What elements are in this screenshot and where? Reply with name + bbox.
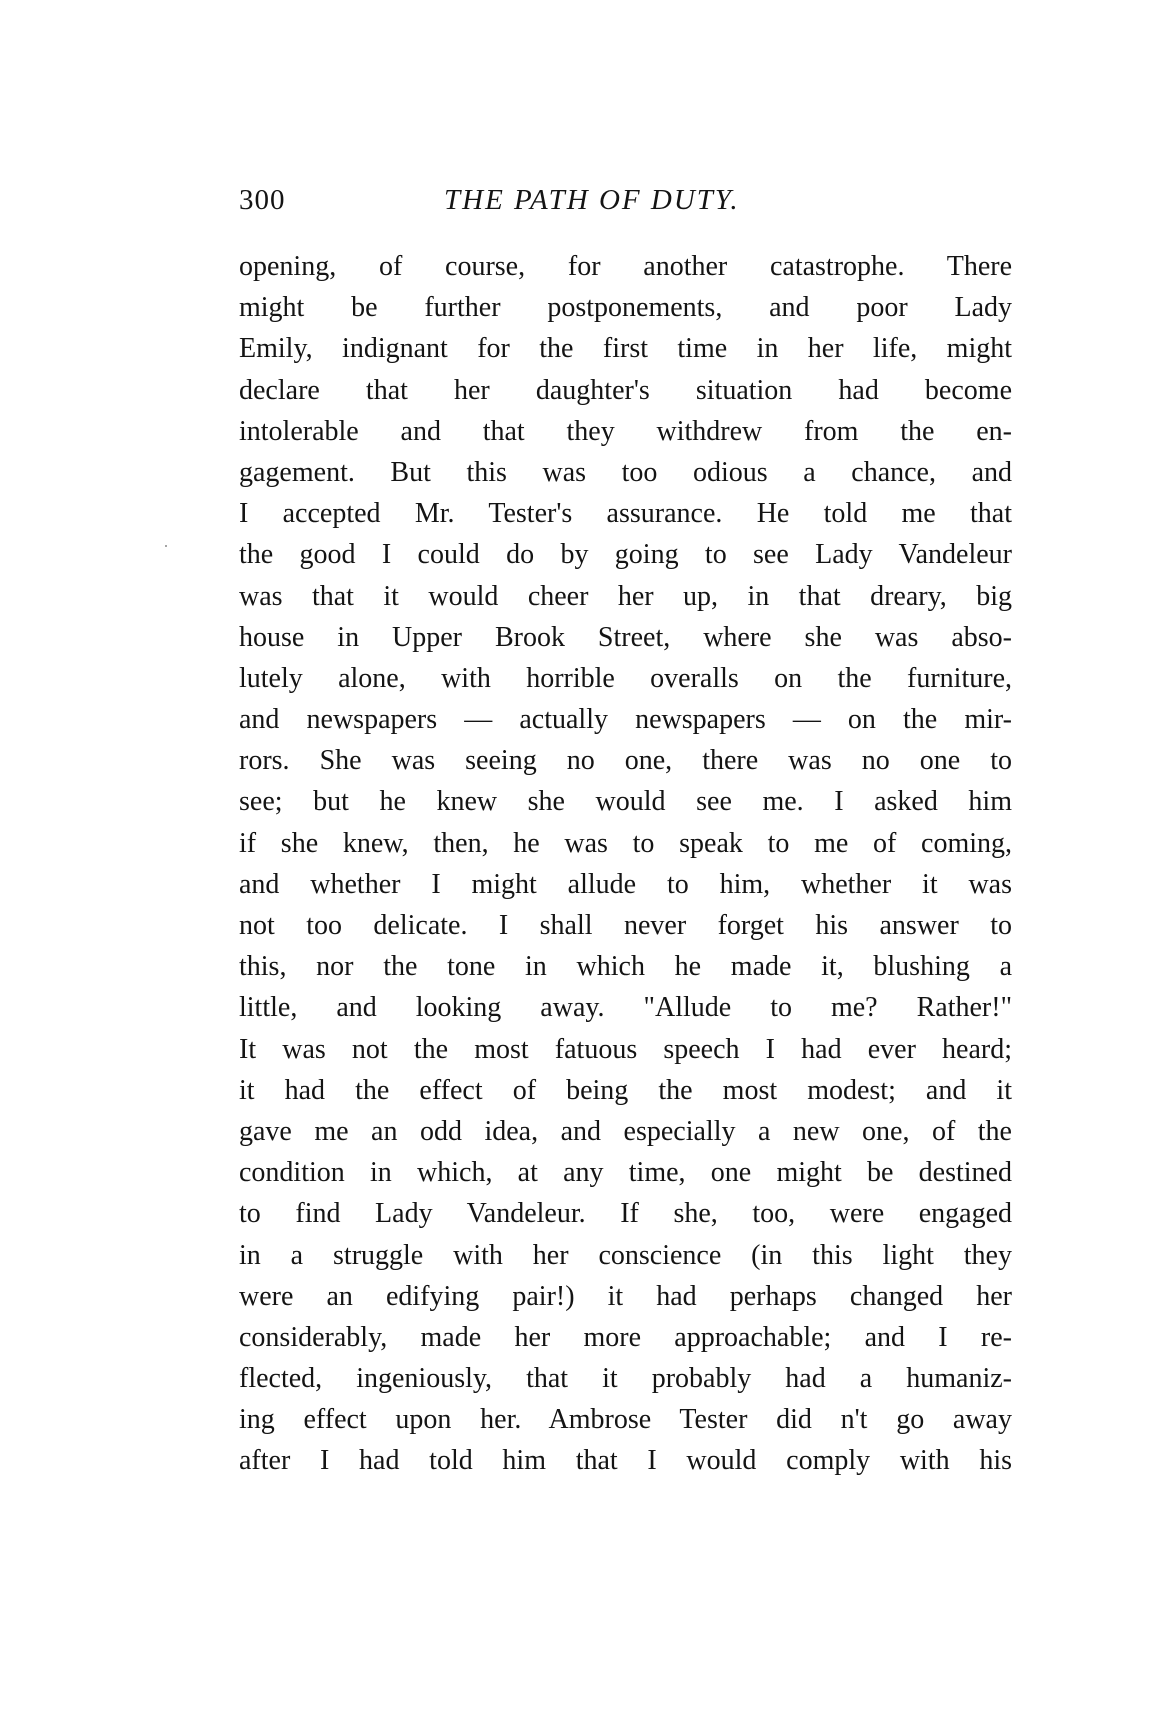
- text-line: not too delicate. I shall never forget his answer to: [239, 910, 1012, 941]
- text-line: considerably, made her more approachable; and I re-: [239, 1321, 1012, 1353]
- text-line: and newspapers — actually newspapers — on the mir-: [239, 704, 1012, 736]
- text-line: ing effect upon her. Ambrose Tester did n't go away: [239, 1404, 1012, 1436]
- text-line: little, and looking away. "Allude to me? Rather!": [239, 992, 1012, 1024]
- text-line: gagement. But this was too odious a chance, and: [239, 456, 1012, 488]
- text-line: in a struggle with her conscience (in this light they: [239, 1239, 1012, 1271]
- text-line: lutely alone, with horrible overalls on the furniture,: [239, 662, 1012, 694]
- text-line: condition in which, at any time, one might be destined: [239, 1157, 1012, 1189]
- text-line: to find Lady Vandeleur. If she, too, were engaged: [239, 1198, 1012, 1230]
- text-line: It was not the most fatuous speech I had ever heard;: [239, 1033, 1012, 1065]
- running-title: THE PATH OF DUTY.: [444, 184, 740, 216]
- text-line: declare that her daughter's situation had become: [239, 374, 1012, 406]
- text-line: if she knew, then, he was to speak to me of coming,: [239, 827, 1012, 859]
- page-header: [239, 180, 1019, 220]
- text-line: might be further postponements, and poor Lady: [239, 292, 1012, 324]
- text-line: see; but he knew she would see me. I asked him: [239, 786, 1012, 818]
- text-line: this, nor the tone in which he made it, blushing a: [239, 951, 1012, 983]
- text-line: after I had told him that I would comply with his: [239, 1445, 1012, 1477]
- text-line: gave me an odd idea, and especially a new one, of the: [239, 1115, 1012, 1147]
- text-line: the good I could do by going to see Lady Vandeleur: [239, 539, 1012, 571]
- page-number: 300: [239, 184, 286, 216]
- text-line: opening, of course, for another catastrophe. There: [239, 251, 1012, 282]
- text-line: intolerable and that they withdrew from the en-: [239, 415, 1012, 447]
- text-line: house in Upper Brook Street, where she was abso-: [239, 621, 1012, 653]
- text-line: and whether I might allude to him, whether it was: [239, 868, 1012, 900]
- body-text: [239, 246, 1012, 1482]
- text-line: rors. She was seeing no one, there was no one to: [239, 745, 1012, 777]
- text-line: were an edifying pair!) it had perhaps changed her: [239, 1280, 1012, 1312]
- print-speck: [165, 545, 167, 547]
- text-line: I accepted Mr. Tester's assurance. He told me that: [239, 498, 1012, 530]
- text-line: it had the effect of being the most modest; and it: [239, 1074, 1012, 1106]
- text-line: flected, ingeniously, that it probably had a humaniz-: [239, 1363, 1012, 1395]
- text-line: was that it would cheer her up, in that dreary, big: [239, 580, 1012, 612]
- text-line: Emily, indignant for the first time in her life, might: [239, 333, 1012, 365]
